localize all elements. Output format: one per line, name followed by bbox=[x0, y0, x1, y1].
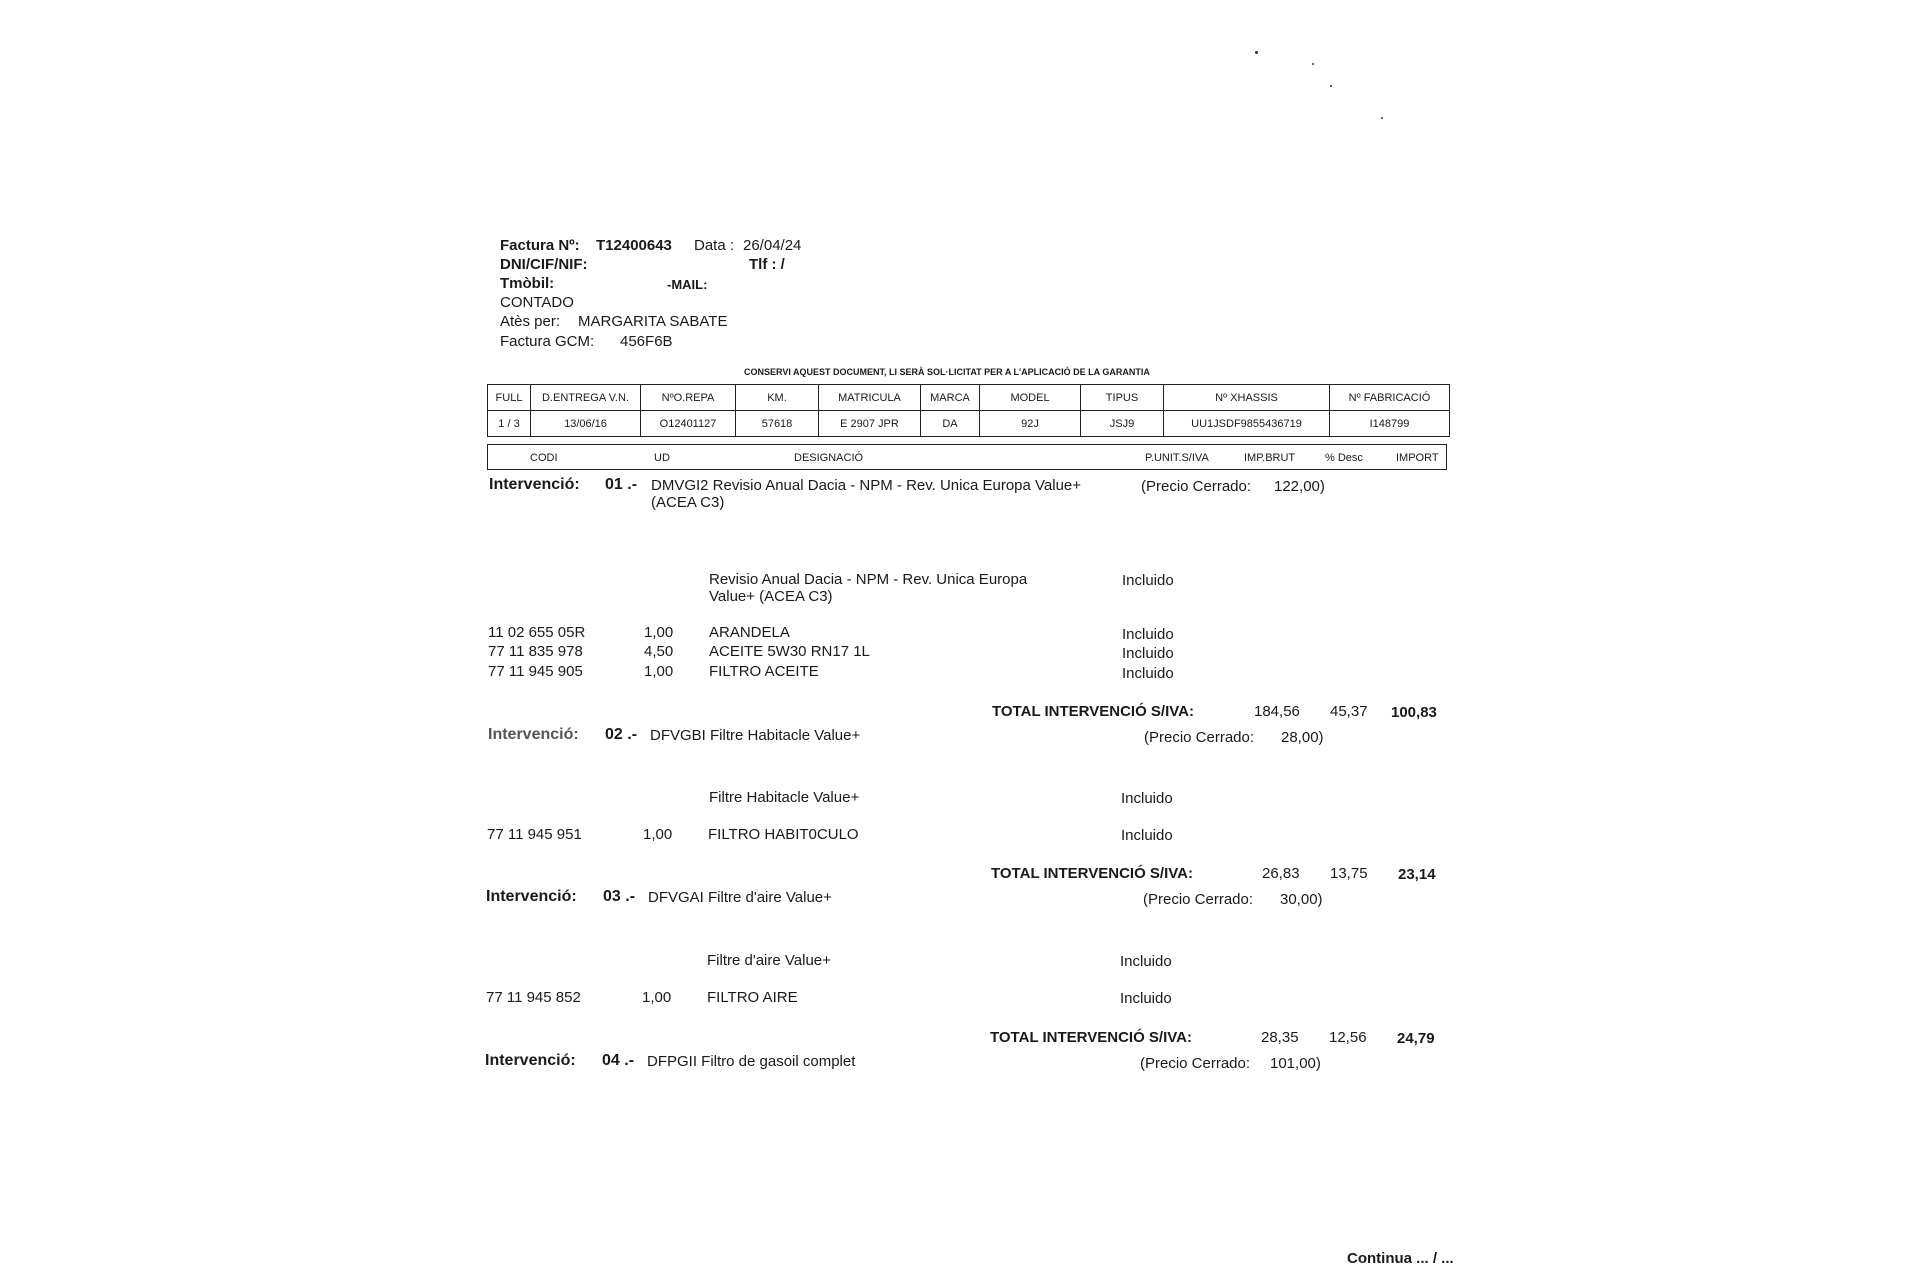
sub-description-cont: Value+ (ACEA C3) bbox=[709, 588, 833, 605]
mobile-label: Tmòbil: bbox=[500, 275, 555, 292]
intervention-total-import: 23,14 bbox=[1398, 866, 1436, 883]
gcm-invoice: 456F6B bbox=[620, 333, 673, 350]
col-impbrut: IMP.BRUT bbox=[1244, 452, 1296, 464]
col-orepa: NºO.REPA bbox=[641, 385, 736, 411]
sub-status: Incluido bbox=[1120, 953, 1172, 970]
fixed-price-label: (Precio Cerrado: bbox=[1143, 891, 1254, 908]
intervention-total-brut: 26,83 bbox=[1262, 865, 1300, 882]
intervention-description: DFVGAI Filtre d'aire Value+ bbox=[648, 889, 832, 906]
item-units: 1,00 bbox=[642, 989, 672, 1006]
cell-matricula: E 2907 JPR bbox=[819, 411, 921, 437]
attended-by-label: Atès per: bbox=[500, 313, 561, 330]
invoice-number-label: Factura Nº: bbox=[500, 237, 580, 254]
item-description: FILTRO AIRE bbox=[707, 989, 798, 1006]
item-units: 1,00 bbox=[644, 624, 674, 641]
invoice-date: 26/04/24 bbox=[743, 237, 802, 254]
item-status: Incluido bbox=[1120, 990, 1172, 1007]
fixed-price-label: (Precio Cerrado: bbox=[1141, 478, 1252, 495]
intervention-total-discount: 12,56 bbox=[1329, 1029, 1367, 1046]
cell-marca: DA bbox=[921, 411, 980, 437]
intervention-label: Intervenció: bbox=[488, 726, 579, 743]
col-desc: % Desc bbox=[1325, 452, 1363, 464]
item-description: FILTRO HABIT0CULO bbox=[708, 826, 859, 843]
gcm-invoice-label: Factura GCM: bbox=[500, 333, 595, 350]
intervention-total-label: TOTAL INTERVENCIÓ S/IVA: bbox=[992, 703, 1194, 720]
item-description: ARANDELA bbox=[709, 624, 790, 641]
intervention-total-import: 24,79 bbox=[1397, 1030, 1435, 1047]
vehicle-table-header-row bbox=[488, 385, 1450, 411]
item-units: 1,00 bbox=[643, 826, 673, 843]
attended-by: MARGARITA SABATE bbox=[578, 313, 728, 330]
intervention-total-brut: 28,35 bbox=[1261, 1029, 1299, 1046]
item-units: 4,50 bbox=[644, 643, 674, 660]
scan-speck bbox=[1255, 51, 1258, 54]
col-full: FULL bbox=[488, 385, 531, 411]
intervention-number: 01 .- bbox=[605, 476, 638, 493]
cell-full: 1 / 3 bbox=[488, 411, 531, 437]
intervention-label: Intervenció: bbox=[486, 888, 577, 905]
fixed-price-label: (Precio Cerrado: bbox=[1144, 729, 1255, 746]
col-entrega: D.ENTREGA V.N. bbox=[531, 385, 641, 411]
fixed-price-value: 101,00) bbox=[1270, 1055, 1321, 1072]
intervention-total-import: 100,83 bbox=[1391, 704, 1437, 721]
sub-description: Filtre Habitacle Value+ bbox=[709, 789, 860, 806]
intervention-label: Intervenció: bbox=[485, 1052, 576, 1069]
fixed-price-label: (Precio Cerrado: bbox=[1140, 1055, 1251, 1072]
guarantee-notice: CONSERVI AQUEST DOCUMENT, LI SERÀ SOL·LICITAT PER A L'APLICACIÓ DE LA GARANTIA bbox=[744, 367, 1150, 377]
scan-speck bbox=[1381, 117, 1383, 119]
cell-km: 57618 bbox=[736, 411, 819, 437]
col-import: IMPORT bbox=[1396, 452, 1439, 464]
col-ud: UD bbox=[654, 452, 670, 464]
payment-type: CONTADO bbox=[500, 294, 574, 311]
fixed-price-value: 30,00) bbox=[1280, 891, 1323, 908]
intervention-label: Intervenció: bbox=[489, 476, 580, 493]
intervention-total-label: TOTAL INTERVENCIÓ S/IVA: bbox=[990, 1029, 1192, 1046]
item-code: 77 11 945 905 bbox=[488, 663, 583, 680]
vehicle-table-data-row bbox=[488, 411, 1450, 437]
mail-label: -MAIL: bbox=[667, 277, 708, 292]
item-code: 77 11 835 978 bbox=[488, 643, 583, 660]
col-xhassis: Nº XHASSIS bbox=[1164, 385, 1330, 411]
col-codi: CODI bbox=[530, 452, 558, 464]
item-status: Incluido bbox=[1122, 645, 1174, 662]
intervention-description: DFPGII Filtro de gasoil complet bbox=[647, 1053, 856, 1070]
cell-model: 92J bbox=[980, 411, 1081, 437]
sub-description: Revisio Anual Dacia - NPM - Rev. Unica Europa bbox=[709, 571, 1028, 588]
item-status: Incluido bbox=[1122, 665, 1174, 682]
phone-label: Tlf : / bbox=[749, 256, 785, 273]
item-units: 1,00 bbox=[644, 663, 674, 680]
item-code: 77 11 945 951 bbox=[487, 826, 582, 843]
col-km: KM. bbox=[736, 385, 819, 411]
item-status: Incluido bbox=[1121, 827, 1173, 844]
item-code: 77 11 945 852 bbox=[486, 989, 581, 1006]
item-description: FILTRO ACEITE bbox=[709, 663, 819, 680]
col-tipus: TIPUS bbox=[1081, 385, 1164, 411]
intervention-total-label: TOTAL INTERVENCIÓ S/IVA: bbox=[991, 865, 1193, 882]
intervention-total-brut: 184,56 bbox=[1254, 703, 1300, 720]
cell-entrega: 13/06/16 bbox=[531, 411, 641, 437]
cell-xhassis: UU1JSDF9855436719 bbox=[1164, 411, 1330, 437]
scan-speck bbox=[1312, 63, 1314, 65]
intervention-number: 03 .- bbox=[603, 888, 636, 905]
item-description: ACEITE 5W30 RN17 1L bbox=[709, 643, 870, 660]
intervention-total-discount: 45,37 bbox=[1330, 703, 1368, 720]
intervention-description: DFVGBI Filtre Habitacle Value+ bbox=[650, 727, 861, 744]
col-punit: P.UNIT.S/IVA bbox=[1145, 452, 1209, 464]
invoice-date-label: Data : bbox=[694, 237, 735, 254]
intervention-description: DMVGI2 Revisio Anual Dacia - NPM - Rev. Unica Europa Value+ bbox=[651, 477, 1082, 494]
intervention-number: 02 .- bbox=[605, 726, 638, 743]
intervention-number: 04 .- bbox=[602, 1052, 635, 1069]
fixed-price-value: 28,00) bbox=[1281, 729, 1324, 746]
col-model: MODEL bbox=[980, 385, 1081, 411]
invoice-number: T12400643 bbox=[596, 237, 672, 254]
col-fabricacio: Nº FABRICACIÓ bbox=[1330, 385, 1450, 411]
line-items-header bbox=[487, 444, 1447, 470]
sub-status: Incluido bbox=[1122, 572, 1174, 589]
dni-label: DNI/CIF/NIF: bbox=[500, 256, 588, 273]
cell-orepa: O12401127 bbox=[641, 411, 736, 437]
cell-tipus: JSJ9 bbox=[1081, 411, 1164, 437]
fixed-price-value: 122,00) bbox=[1274, 478, 1325, 495]
sub-status: Incluido bbox=[1121, 790, 1173, 807]
cell-fabricacio: I148799 bbox=[1330, 411, 1450, 437]
vehicle-table bbox=[487, 384, 1450, 437]
item-code: 11 02 655 05R bbox=[488, 624, 586, 641]
col-designacio: DESIGNACIÓ bbox=[794, 452, 864, 464]
intervention-description-cont: (ACEA C3) bbox=[651, 494, 725, 511]
continued-note: Continua ... / ... bbox=[1347, 1250, 1454, 1267]
col-marca: MARCA bbox=[921, 385, 980, 411]
sub-description: Filtre d'aire Value+ bbox=[707, 952, 831, 969]
intervention-total-discount: 13,75 bbox=[1330, 865, 1368, 882]
col-matricula: MATRICULA bbox=[819, 385, 921, 411]
item-status: Incluido bbox=[1122, 626, 1174, 643]
scan-speck bbox=[1330, 85, 1332, 87]
